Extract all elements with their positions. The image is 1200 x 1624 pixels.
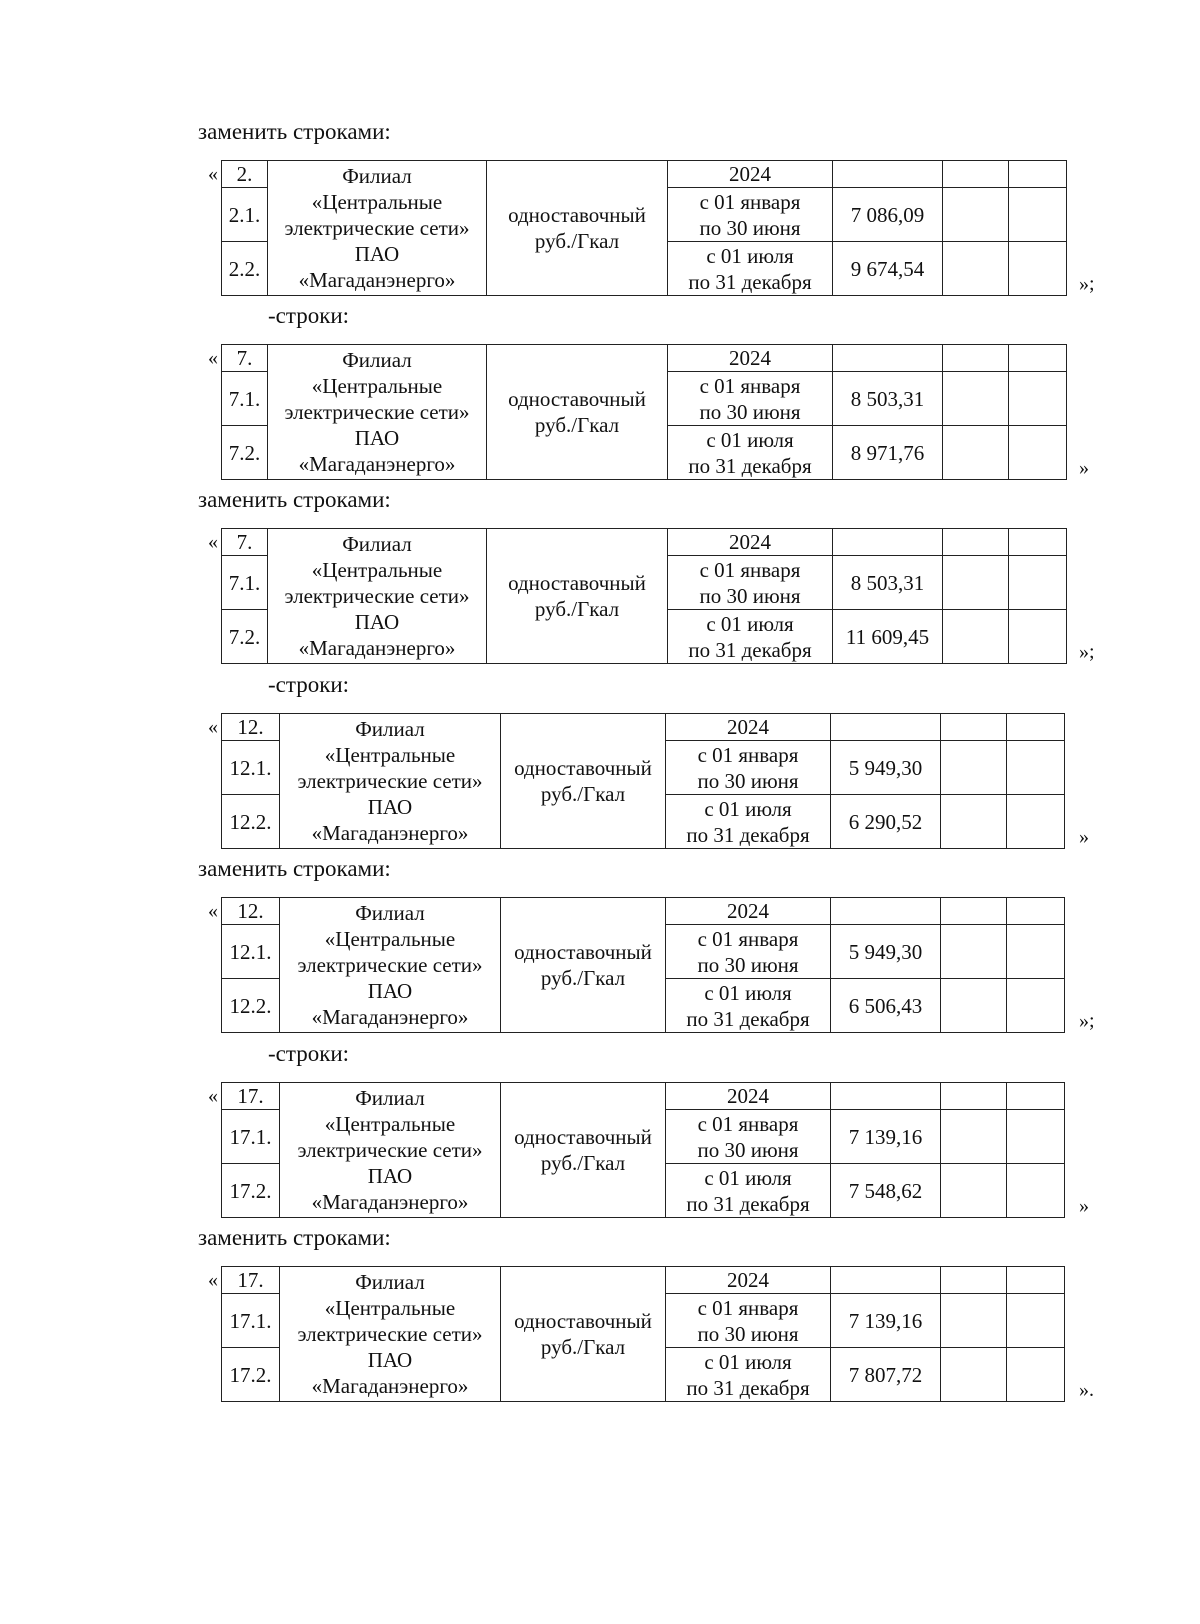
empty-cell [1007,1348,1065,1402]
organization-line: «Магаданэнерго» [311,821,469,845]
tariff-type-line: одноставочный [514,1309,652,1333]
organization-cell [268,161,487,296]
year-cell: 2024 [666,898,831,925]
closing-quote: ». [1079,1379,1094,1401]
opening-quote: « [208,1085,218,1107]
period-line: по 30 июня [697,1321,799,1346]
organization-line: электрические сети» [284,400,470,424]
tariff-value: 8 503,31 [833,556,943,610]
empty-cell [831,714,941,741]
empty-cell [1007,1294,1065,1348]
period-cell [666,741,831,795]
organization-line: ПАО [354,610,400,634]
tariff-type-cell [487,161,668,296]
tariff-type-line: руб./Гкал [534,597,620,621]
empty-cell [941,1267,1007,1294]
tariff-type-line: руб./Гкал [540,1335,626,1359]
organization-cell [268,345,487,480]
organization-line: электрические сети» [297,1138,483,1162]
empty-cell [1007,1110,1065,1164]
empty-cell [943,161,1009,188]
period-cell [668,242,833,296]
organization-line: «Магаданэнерго» [298,268,456,292]
opening-quote: « [208,531,218,553]
opening-quote: « [208,1269,218,1291]
organization-line: «Магаданэнерго» [311,1374,469,1398]
organization-line: Филиал [355,901,425,925]
organization-line: Филиал [355,717,425,741]
tariff-type-cell [501,898,666,1033]
closing-quote: » [1079,826,1089,848]
period-cell [666,979,831,1033]
period-line: с 01 января [699,557,801,582]
empty-cell [943,188,1009,242]
organization-line: электрические сети» [284,584,470,608]
section-heading: заменить строками: [198,119,391,144]
tariff-type-line: руб./Гкал [534,229,620,253]
organization-line: «Центральные [324,927,456,951]
empty-cell [1009,426,1067,480]
opening-quote: « [208,716,218,738]
period-line: с 01 января [697,926,799,951]
empty-cell [941,1083,1007,1110]
section-heading: -строки: [268,303,350,328]
period-line: с 01 июля [704,1165,792,1190]
sub-row-number: 17.1. [222,1294,280,1348]
organization-cell [280,1083,501,1218]
year-cell: 2024 [666,1083,831,1110]
tariff-value: 7 807,72 [831,1348,941,1402]
period-line: с 01 июля [706,427,794,452]
sub-row-number: 12.2. [222,979,280,1033]
empty-cell [941,714,1007,741]
tariff-block [0,344,1200,480]
tariff-type-line: одноставочный [508,571,646,595]
year-cell: 2024 [668,161,833,188]
tariff-block [0,160,1200,296]
opening-quote: « [208,900,218,922]
period-line: по 30 июня [699,215,801,240]
empty-cell [1007,925,1065,979]
empty-cell [941,898,1007,925]
empty-cell [941,925,1007,979]
empty-cell [1007,1083,1065,1110]
tariff-table [221,897,1065,1033]
organization-line: ПАО [354,242,400,266]
period-line: по 30 июня [697,1137,799,1162]
empty-cell [941,741,1007,795]
tariff-value: 7 548,62 [831,1164,941,1218]
period-line: по 30 июня [697,768,799,793]
period-cell [668,610,833,664]
period-line: по 31 декабря [686,1191,810,1216]
empty-cell [941,795,1007,849]
period-cell [666,1348,831,1402]
tariff-type-cell [501,1083,666,1218]
organization-line: ПАО [354,426,400,450]
tariff-value: 8 971,76 [833,426,943,480]
period-cell [668,188,833,242]
organization-line: электрические сети» [297,769,483,793]
tariff-block [0,1266,1200,1402]
period-line: по 31 декабря [686,1006,810,1031]
sub-row-number: 2.2. [222,242,268,296]
period-line: с 01 июля [704,1349,792,1374]
empty-cell [943,556,1009,610]
period-line: по 30 июня [697,952,799,977]
period-cell [666,795,831,849]
period-cell [666,1164,831,1218]
organization-line: Филиал [342,164,412,188]
opening-quote: « [208,163,218,185]
tariff-table [221,344,1067,480]
empty-cell [1009,242,1067,296]
empty-cell [1007,1164,1065,1218]
row-number: 12. [222,714,280,741]
tariff-type-line: руб./Гкал [534,413,620,437]
sub-row-number: 2.1. [222,188,268,242]
sub-row-number: 17.2. [222,1348,280,1402]
row-number: 17. [222,1083,280,1110]
period-line: по 31 декабря [688,637,812,662]
sub-row-number: 7.2. [222,610,268,664]
empty-cell [1009,161,1067,188]
empty-cell [1007,795,1065,849]
sub-row-number: 7.1. [222,372,268,426]
period-line: с 01 января [697,1295,799,1320]
organization-line: «Центральные [324,1296,456,1320]
period-cell [666,1294,831,1348]
empty-cell [1009,372,1067,426]
tariff-type-cell [487,345,668,480]
period-cell [668,426,833,480]
organization-line: ПАО [367,1348,413,1372]
closing-quote: »; [1079,273,1095,295]
period-line: с 01 июля [706,611,794,636]
empty-cell [1007,1267,1065,1294]
empty-cell [1009,529,1067,556]
year-cell: 2024 [666,714,831,741]
empty-cell [833,529,943,556]
empty-cell [831,898,941,925]
section-heading: -строки: [268,1041,350,1066]
row-number: 17. [222,1267,280,1294]
tariff-value: 6 506,43 [831,979,941,1033]
tariff-table [221,528,1067,664]
empty-cell [833,345,943,372]
empty-cell [941,1294,1007,1348]
tariff-type-cell [501,714,666,849]
organization-line: ПАО [367,1164,413,1188]
tariff-type-line: руб./Гкал [540,1151,626,1175]
tariff-type-line: одноставочный [514,756,652,780]
tariff-type-line: руб./Гкал [540,966,626,990]
empty-cell [831,1083,941,1110]
tariff-table [221,1082,1065,1218]
year-cell: 2024 [668,529,833,556]
empty-cell [941,1348,1007,1402]
organization-line: ПАО [367,979,413,1003]
period-line: по 31 декабря [686,1375,810,1400]
period-cell [666,925,831,979]
row-number: 2. [222,161,268,188]
year-cell: 2024 [668,345,833,372]
tariff-type-line: руб./Гкал [540,782,626,806]
sub-row-number: 7.1. [222,556,268,610]
empty-cell [1007,741,1065,795]
sub-row-number: 17.1. [222,1110,280,1164]
organization-line: ПАО [367,795,413,819]
sub-row-number: 7.2. [222,426,268,480]
empty-cell [1009,610,1067,664]
period-line: по 30 июня [699,583,801,608]
sub-row-number: 12.1. [222,925,280,979]
organization-line: «Магаданэнерго» [298,452,456,476]
empty-cell [1009,345,1067,372]
empty-cell [1007,979,1065,1033]
closing-quote: »; [1079,641,1095,663]
tariff-value: 5 949,30 [831,741,941,795]
organization-line: электрические сети» [297,1322,483,1346]
tariff-table [221,713,1065,849]
tariff-type-line: одноставочный [508,387,646,411]
opening-quote: « [208,347,218,369]
empty-cell [1007,714,1065,741]
year-cell: 2024 [666,1267,831,1294]
empty-cell [941,1110,1007,1164]
organization-cell [280,714,501,849]
closing-quote: »; [1079,1010,1095,1032]
empty-cell [943,426,1009,480]
period-line: с 01 июля [704,980,792,1005]
period-line: по 30 июня [699,399,801,424]
period-line: с 01 января [697,1111,799,1136]
organization-line: Филиал [342,532,412,556]
organization-line: «Магаданэнерго» [298,636,456,660]
period-line: по 31 декабря [688,269,812,294]
period-cell [668,372,833,426]
section-heading: заменить строками: [198,487,391,512]
closing-quote: » [1079,1195,1089,1217]
row-number: 12. [222,898,280,925]
tariff-type-line: одноставочный [514,1125,652,1149]
organization-line: «Магаданэнерго» [311,1005,469,1029]
section-heading: -строки: [268,672,350,697]
sub-row-number: 12.2. [222,795,280,849]
empty-cell [1007,898,1065,925]
section-heading: заменить строками: [198,856,391,881]
tariff-table [221,1266,1065,1402]
organization-line: «Центральные [324,1112,456,1136]
period-line: с 01 января [697,742,799,767]
period-line: с 01 июля [706,243,794,268]
closing-quote: » [1079,457,1089,479]
organization-line: «Центральные [311,374,443,398]
period-cell [668,556,833,610]
tariff-value: 5 949,30 [831,925,941,979]
empty-cell [943,345,1009,372]
empty-cell [833,161,943,188]
empty-cell [831,1267,941,1294]
empty-cell [943,610,1009,664]
organization-line: «Магаданэнерго» [311,1190,469,1214]
period-cell [666,1110,831,1164]
row-number: 7. [222,529,268,556]
tariff-value: 8 503,31 [833,372,943,426]
empty-cell [943,529,1009,556]
period-line: с 01 июля [704,796,792,821]
tariff-value: 9 674,54 [833,242,943,296]
organization-line: Филиал [355,1270,425,1294]
tariff-type-line: одноставочный [508,203,646,227]
period-line: с 01 января [699,373,801,398]
empty-cell [1009,188,1067,242]
empty-cell [943,372,1009,426]
tariff-value: 7 139,16 [831,1110,941,1164]
tariff-value: 7 086,09 [833,188,943,242]
organization-line: «Центральные [324,743,456,767]
period-line: с 01 января [699,189,801,214]
tariff-type-cell [501,1267,666,1402]
tariff-block [0,1082,1200,1218]
tariff-value: 11 609,45 [833,610,943,664]
organization-line: электрические сети» [284,216,470,240]
sub-row-number: 17.2. [222,1164,280,1218]
organization-line: Филиал [342,348,412,372]
organization-line: Филиал [355,1086,425,1110]
organization-line: «Центральные [311,190,443,214]
period-line: по 31 декабря [688,453,812,478]
row-number: 7. [222,345,268,372]
tariff-type-cell [487,529,668,664]
organization-line: «Центральные [311,558,443,582]
organization-cell [280,898,501,1033]
empty-cell [943,242,1009,296]
tariff-table [221,160,1067,296]
empty-cell [1009,556,1067,610]
period-line: по 31 декабря [686,822,810,847]
section-heading: заменить строками: [198,1225,391,1250]
tariff-block [0,713,1200,849]
tariff-block [0,528,1200,664]
empty-cell [941,979,1007,1033]
empty-cell [941,1164,1007,1218]
organization-line: электрические сети» [297,953,483,977]
tariff-value: 6 290,52 [831,795,941,849]
tariff-value: 7 139,16 [831,1294,941,1348]
organization-cell [280,1267,501,1402]
tariff-block [0,897,1200,1033]
tariff-type-line: одноставочный [514,940,652,964]
sub-row-number: 12.1. [222,741,280,795]
organization-cell [268,529,487,664]
